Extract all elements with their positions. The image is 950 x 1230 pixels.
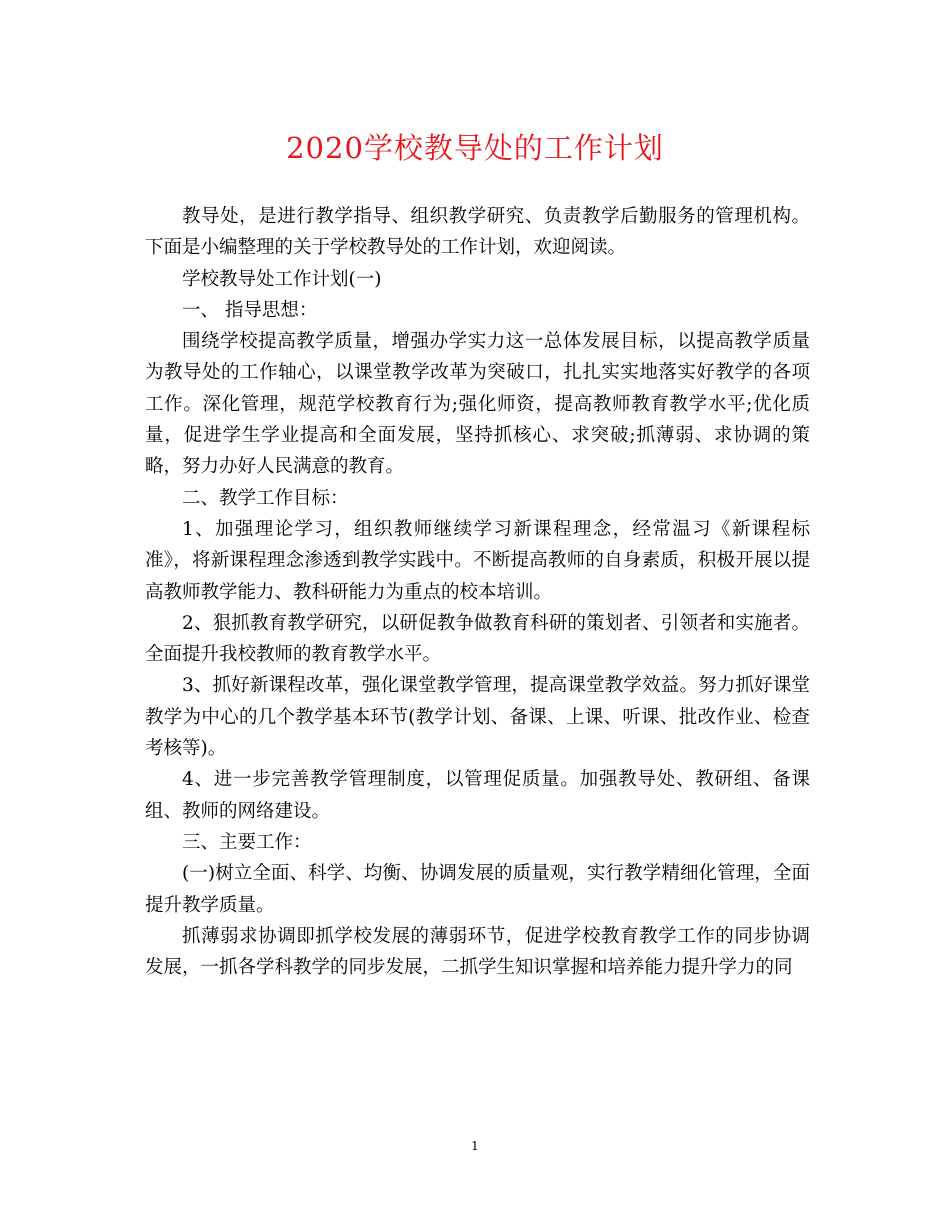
paragraph-goal-4: 4、进一步完善教学管理制度，以管理促质量。加强教导处、教研组、备课组、教师的网络建设。 bbox=[145, 769, 810, 822]
paragraph-section-2-heading: 二、教学工作目标： bbox=[182, 487, 349, 509]
paragraph-goal-1: 1、加强理论学习，组织教师继续学习新课程理念，经常温习《新课程标准》，将新课程理念渗透到教学实践中。不断提高教师的自身素质，积极开展以提高教师教学能力、教科研能力为重点的校本培训。 bbox=[145, 518, 810, 603]
paragraph-main-work-1: (一)树立全面、科学、均衡、协调发展的质量观，实行教学精细化管理，全面提升教学质量。 bbox=[145, 863, 810, 916]
document-title: 2020学校教导处的工作计划 bbox=[286, 131, 664, 165]
paragraph-intro: 教导处，是进行教学指导、组织教学研究、负责教学后勤服务的管理机构。下面是小编整理的关于学校教导处的工作计划，欢迎阅读。 bbox=[145, 206, 810, 259]
paragraph-goal-2: 2、狠抓教育教学研究，以研促教争做教育科研的策划者、引领者和实施者。全面提升我校教师的教育教学水平。 bbox=[145, 612, 810, 666]
paragraph-section-3-heading: 三、主要工作： bbox=[182, 831, 312, 853]
document-body bbox=[145, 201, 810, 983]
paragraph-plan-heading: 学校教导处工作计划(一) bbox=[182, 268, 382, 290]
paragraph-guiding-thought: 围绕学校提高教学质量，增强办学实力这一总体发展目标，以提高教学质量为教导处的工作轴心，以课堂教学改革为突破口，扎扎实实地落实好教学的各项工作。深化管理，规范学校教育行为;强化师资，提高教师教育教学水平;优化质量，促进学生学业提高和全面发展，坚持抓核心、求突破;抓薄弱、求协调的策略，努力办好人民满意的教育。 bbox=[145, 331, 810, 478]
paragraph-section-1-heading: 一、 指导思想： bbox=[182, 299, 318, 321]
paragraph-main-work-1-detail: 抓薄弱求协调即抓学校发展的薄弱环节，促进学校教育教学工作的同步协调发展，一抓各学科教学的同步发展，二抓学生知识掌握和培养能力提升学力的同 bbox=[145, 925, 810, 979]
paragraph-goal-3: 3、抓好新课程改革，强化课堂教学管理，提高课堂教学效益。努力抓好课堂教学为中心的几个教学基本环节(教学计划、备课、上课、听课、批改作业、检查考核等)。 bbox=[145, 675, 810, 760]
page-number: 1 bbox=[471, 1139, 479, 1153]
